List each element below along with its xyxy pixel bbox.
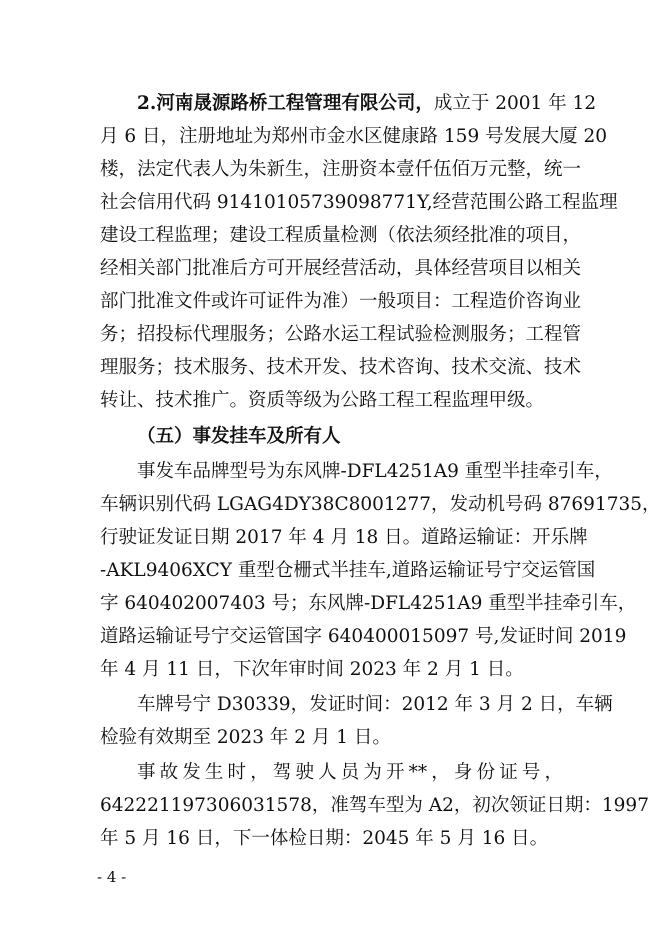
paragraph-line: 642221197306031578，准驾车型为 A2，初次领证日期：1997 <box>100 795 649 816</box>
page-number: - 4 - <box>97 868 127 886</box>
paragraph-line: 转让、技术推广。资质等级为公路工程工程监理甲级。 <box>100 390 545 411</box>
paragraph-line: 建设工程监理；建设工程质量检测（依法须经批准的项目， <box>100 225 582 246</box>
paragraph-line: 经相关部门批准后方可开展经营活动，具体经营项目以相关 <box>100 258 582 279</box>
paragraph-line: 月 6 日，注册地址为郑州市金水区健康路 159 号发展大厦 20 <box>100 126 608 147</box>
company-intro-text: 成立于 2001 年 12 <box>433 93 597 114</box>
paragraph-line: 社会信用代码 91410105739098771Y,经营范围公路工程监理 <box>100 192 618 213</box>
company-intro-line <box>137 87 597 120</box>
paragraph-line: 部门批准文件或许可证件为准）一般项目：工程造价咨询业 <box>100 291 582 312</box>
paragraph-line: -AKL9406XCY 重型仓栅式半挂车,道路运输证号宁交运管国 <box>100 560 596 581</box>
paragraph-line: 年 4 月 11 日，下次年审时间 2023 年 2 月 1 日。 <box>100 659 524 680</box>
paragraph-line: 事故发生时，驾驶人员为开**，身份证号， <box>137 762 563 783</box>
paragraph-line: 字 640402007403 号；东风牌-DFL4251A9 重型半挂牵引车， <box>100 593 637 614</box>
paragraph-line: 理服务；技术服务、技术开发、技术咨询、技术交流、技术 <box>100 357 582 378</box>
paragraph-line: 道路运输证号宁交运管国字 640400015097 号,发证时间 2019 <box>100 626 627 647</box>
paragraph-line: 事发车品牌型号为东风牌-DFL4251A9 重型半挂牵引车， <box>137 461 613 482</box>
paragraph-line: 检验有效期至 2023 年 2 月 1 日。 <box>100 727 391 748</box>
section-heading: （五）事发挂车及所有人 <box>137 426 341 447</box>
paragraph-line: 年 5 月 16 日，下一体检日期：2045 年 5 月 16 日。 <box>100 828 549 849</box>
paragraph-line: 车牌号宁 D30339，发证时间：2012 年 3 月 2 日，车辆 <box>137 694 613 715</box>
paragraph-line: 务；招投标代理服务；公路水运工程试验检测服务；工程管 <box>100 324 582 345</box>
company-name: 2.河南晟源路桥工程管理有限公司， <box>137 93 434 114</box>
paragraph-line: 行驶证发证日期 2017 年 4 月 18 日。道路运输证：开乐牌 <box>100 527 588 548</box>
paragraph-line: 车辆识别代码 LGAG4DY38C8001277，发动机号码 87691735， <box>100 494 661 515</box>
paragraph-line: 楼，法定代表人为朱新生，注册资本壹仟伍佰万元整，统一 <box>100 159 582 180</box>
